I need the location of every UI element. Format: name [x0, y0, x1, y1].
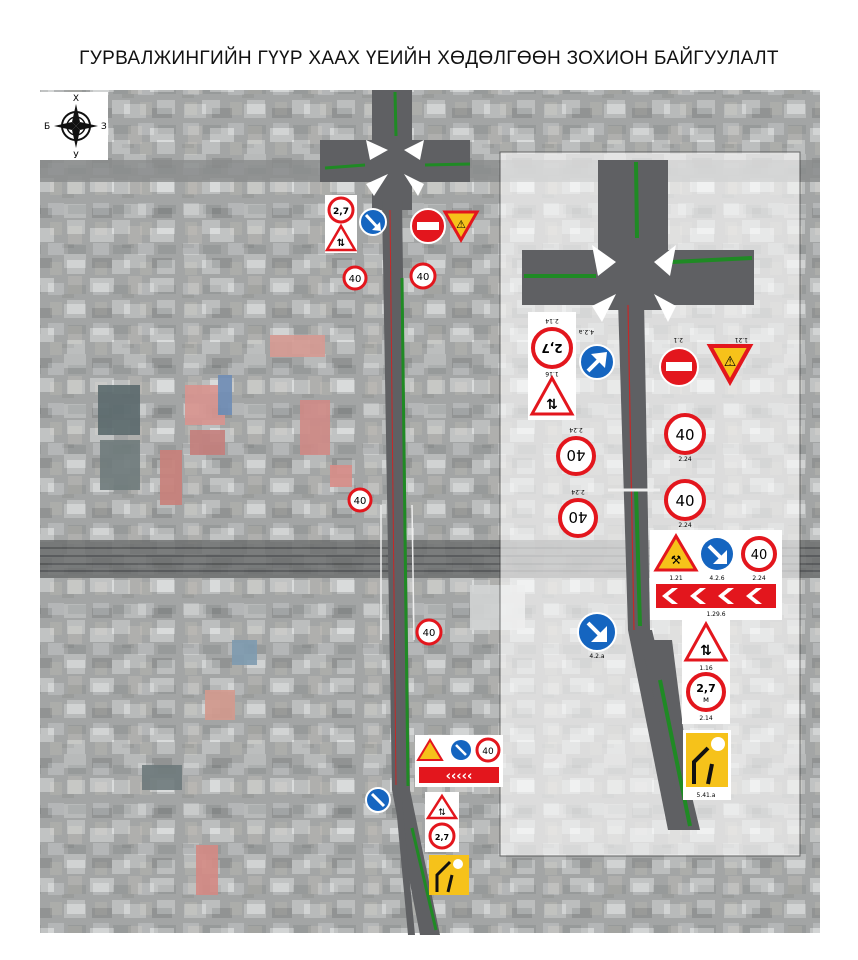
compass-rose — [40, 92, 108, 161]
svg-text:2,7: 2,7 — [696, 682, 716, 695]
svg-text:‹‹‹‹‹: ‹‹‹‹‹ — [445, 769, 473, 784]
svg-text:40: 40 — [675, 492, 695, 510]
svg-text:40: 40 — [416, 272, 430, 283]
svg-text:⇅: ⇅ — [546, 397, 558, 413]
svg-text:1.21: 1.21 — [734, 336, 748, 343]
svg-text:⚠: ⚠ — [456, 218, 466, 231]
svg-text:40: 40 — [422, 628, 436, 639]
svg-text:2.24: 2.24 — [752, 575, 766, 582]
roadworks-panel-left — [415, 735, 503, 787]
svg-text:1.21: 1.21 — [669, 575, 683, 582]
keep-right-sign-top-left — [360, 209, 386, 235]
lane-shift-sign-inset — [683, 730, 731, 800]
svg-text:2,7: 2,7 — [541, 341, 563, 355]
svg-text:40: 40 — [348, 274, 362, 285]
svg-text:1.16: 1.16 — [545, 370, 559, 377]
svg-text:⇅: ⇅ — [438, 808, 446, 818]
speed-sign-left-4 — [417, 620, 441, 644]
height-two-way-panel-left — [425, 792, 459, 852]
svg-text:1.29.6: 1.29.6 — [706, 611, 726, 618]
svg-text:40: 40 — [750, 548, 768, 563]
svg-text:40: 40 — [353, 496, 367, 507]
svg-text:2.1: 2.1 — [673, 336, 683, 343]
svg-text:⇅: ⇅ — [700, 643, 712, 659]
page-title: ГУРВАЛЖИНГИЙН ГҮҮР ХААХ ҮЕИЙН ХӨДӨЛГӨӨН ЗОХИОН БАЙГУУЛАЛТ — [79, 48, 779, 69]
speed-sign-left-2 — [411, 264, 435, 288]
svg-text:2.24: 2.24 — [678, 522, 692, 529]
inset-detail-panel — [500, 152, 800, 856]
roadworks-panel-inset — [650, 530, 782, 620]
svg-text:⚠: ⚠ — [723, 354, 737, 370]
no-entry-sign-top-left — [411, 209, 445, 243]
svg-text:2,7: 2,7 — [333, 207, 349, 217]
svg-text:2,7: 2,7 — [434, 833, 450, 842]
svg-text:м: м — [702, 695, 710, 704]
svg-text:2.24: 2.24 — [569, 426, 583, 433]
sign-panel-top-left — [325, 195, 357, 253]
speed-sign-left-3 — [349, 489, 371, 511]
svg-text:2.14: 2.14 — [699, 715, 713, 722]
compass-north: Х — [72, 94, 80, 104]
height-two-way-panel-inset — [528, 312, 576, 420]
svg-text:5.41.а: 5.41.а — [696, 792, 716, 799]
svg-text:⚒: ⚒ — [670, 553, 682, 567]
svg-text:4.2.а: 4.2.а — [578, 328, 594, 335]
svg-text:40: 40 — [482, 747, 494, 757]
svg-text:1.16: 1.16 — [699, 665, 713, 672]
svg-text:4.2.а: 4.2.а — [589, 653, 605, 660]
svg-text:40: 40 — [568, 508, 588, 526]
svg-text:40: 40 — [566, 446, 586, 464]
height-two-way-panel-inset-bottom — [682, 620, 730, 724]
compass-east: З — [101, 122, 107, 132]
compass-west: Б — [44, 122, 51, 132]
keep-right-sign-left-bottom — [366, 788, 390, 812]
compass-south: У — [73, 151, 79, 161]
svg-text:40: 40 — [675, 426, 695, 444]
speed-sign-left-1 — [344, 267, 366, 289]
svg-text:2.24: 2.24 — [678, 456, 692, 463]
svg-text:⇅: ⇅ — [336, 238, 346, 249]
svg-text:2.24: 2.24 — [571, 488, 585, 495]
svg-text:4.2.6: 4.2.6 — [709, 575, 725, 582]
svg-text:2.14: 2.14 — [545, 317, 559, 324]
lane-shift-sign-left — [429, 855, 469, 895]
